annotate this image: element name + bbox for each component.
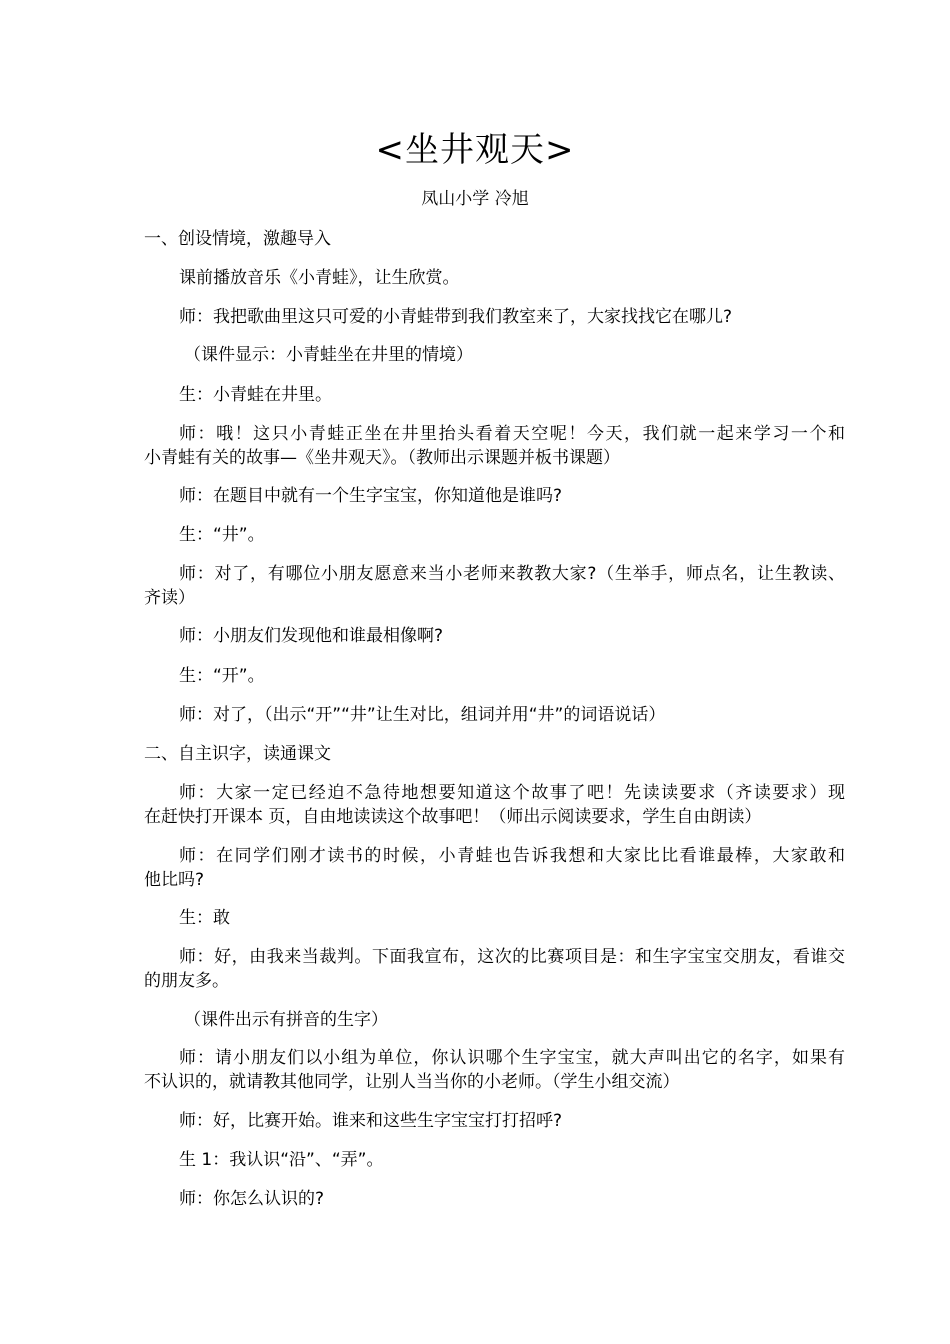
paragraph-line: 师：对了，（出示“开”“井”让生对比，组词并用“井”的词语说话） xyxy=(179,705,666,725)
author-line: 凤山小学 冷旭 xyxy=(421,189,529,209)
paragraph-line: 生 1：我认识“沿”、“弄”。 xyxy=(179,1150,384,1170)
paragraph-line: 师：大家一定已经迫不急待地想要知道这个故事了吧！先读读要求（齐读要求）现 xyxy=(179,783,845,803)
paragraph-line: 生：“开”。 xyxy=(179,666,265,686)
paragraph-line: 师：请小朋友们以小组为单位，你认识哪个生字宝宝，就大声叫出它的名字，如果有 xyxy=(179,1048,845,1068)
paragraph-line: 师：在题目中就有一个生字宝宝，你知道他是谁吗? xyxy=(179,486,563,506)
paragraph-line: 师：小朋友们发现他和谁最相像啊? xyxy=(179,626,444,646)
paragraph-line: 课前播放音乐《小青蛙》，让生欣赏。 xyxy=(179,268,460,288)
paragraph-line: 师：我把歌曲里这只可爱的小青蛙带到我们教室来了，大家找找它在哪儿? xyxy=(179,307,733,327)
paragraph-line: 师：你怎么认识的? xyxy=(179,1189,325,1209)
paragraph-line: （课件出示有拼音的生字） xyxy=(184,1010,388,1030)
paragraph-line: 师：好，由我来当裁判。下面我宣布，这次的比赛项目是：和生字宝宝交朋友，看谁交 xyxy=(179,947,845,967)
paragraph-line: 小青蛙有关的故事—《坐井观天》。（教师出示课题并板书课题） xyxy=(144,448,620,468)
paragraph-line: 生：小青蛙在井里。 xyxy=(179,385,332,405)
paragraph-line: 生：“井”。 xyxy=(179,525,265,545)
paragraph-line: 的朋友多。 xyxy=(144,971,229,991)
paragraph-line: 师：对了，有哪位小朋友愿意来当小老师来教教大家?（生举手，师点名，让生教读、 xyxy=(179,564,845,584)
paragraph-line: 师：好，比赛开始。谁来和这些生字宝宝打打招呼? xyxy=(179,1111,563,1131)
paragraph-line: 齐读） xyxy=(144,588,195,608)
paragraph-line: 他比吗? xyxy=(144,870,205,890)
paragraph-line: 不认识的，就请教其他同学，让别人当当你的小老师。（学生小组交流） xyxy=(144,1072,680,1092)
paragraph-line: 师：哦！这只小青蛙正坐在井里抬头看着天空呢！今天，我们就一起来学习一个和 xyxy=(179,424,845,444)
section-heading: 一、创设情境，激趣导入 xyxy=(144,229,331,249)
document-title: <坐井观天> xyxy=(375,130,575,170)
paragraph-line: （课件显示：小青蛙坐在井里的情境） xyxy=(184,345,473,365)
paragraph-line: 生：敢 xyxy=(179,908,230,928)
section-heading: 二、自主识字，读通课文 xyxy=(144,744,331,764)
paragraph-line: 在赶快打开课本 页，自由地读读这个故事吧！（师出示阅读要求，学生自由朗读） xyxy=(144,807,762,827)
paragraph-line: 师：在同学们刚才读书的时候，小青蛙也告诉我想和大家比比看谁最棒，大家敢和 xyxy=(179,846,845,866)
